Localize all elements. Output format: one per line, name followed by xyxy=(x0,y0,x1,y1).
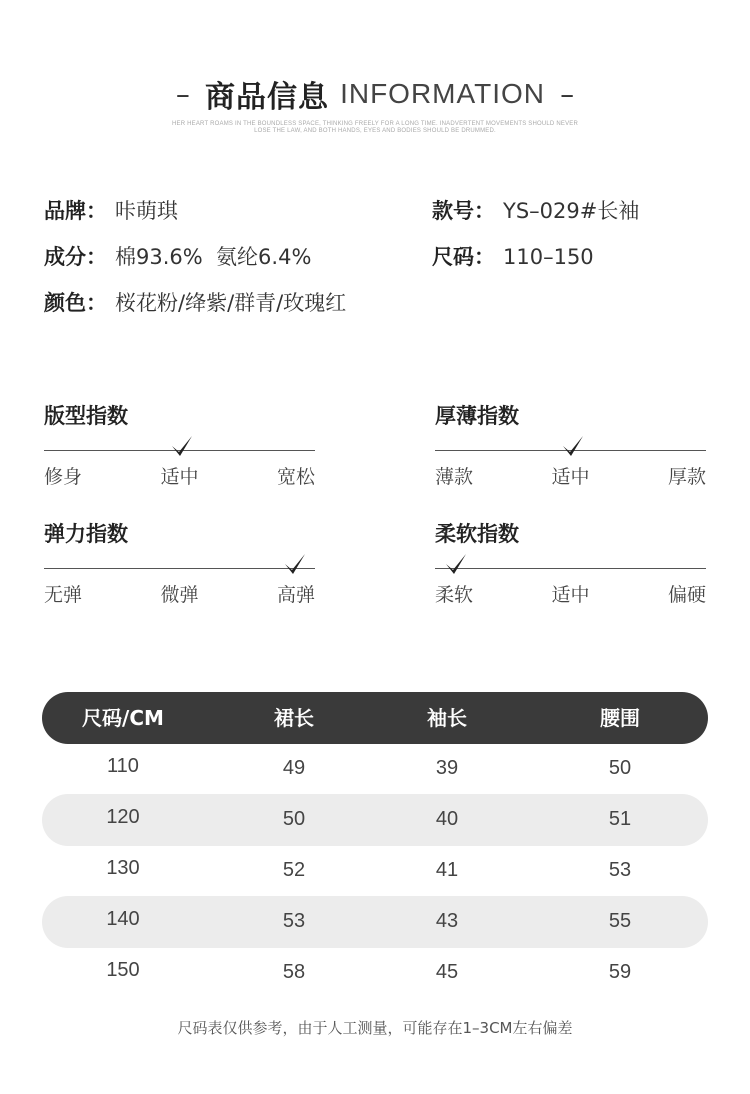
table-value-cell: 58 xyxy=(282,961,306,983)
check-mark-icon xyxy=(170,435,194,457)
style-value: YS–029#长袖 xyxy=(503,199,640,223)
index-scale-line xyxy=(435,568,706,569)
table-value-cell: 40 xyxy=(435,808,459,830)
info-material xyxy=(44,241,311,271)
table-header-cell: 袖长 xyxy=(427,706,467,730)
index-level-label: 高弹 xyxy=(277,584,316,606)
color-colon: ： xyxy=(86,291,107,315)
info-color xyxy=(44,287,346,317)
brand-value: 咔萌琪 xyxy=(115,199,178,223)
table-size-cell: 140 xyxy=(106,908,140,930)
table-value-cell: 55 xyxy=(608,910,632,932)
index-title: 厚薄指数 xyxy=(435,404,519,428)
info-style-number xyxy=(432,195,639,225)
index-level-label: 偏硬 xyxy=(668,584,707,606)
table-size-cell: 130 xyxy=(106,857,140,879)
index-level-label: 宽松 xyxy=(277,466,316,488)
table-size-cell: 110 xyxy=(107,755,139,777)
material-key: 成分 xyxy=(44,245,86,269)
style-key: 款号 xyxy=(432,199,474,223)
index-level-label: 薄款 xyxy=(435,466,474,488)
table-value-cell: 50 xyxy=(282,808,306,830)
color-key: 颜色 xyxy=(44,291,86,315)
table-value-cell: 50 xyxy=(608,757,632,779)
info-brand xyxy=(44,195,178,225)
table-header-cell: 腰围 xyxy=(600,706,640,730)
index-level-label: 厚款 xyxy=(668,466,707,488)
color-value: 桜花粉/绛紫/群青/玫瑰红 xyxy=(115,291,347,315)
table-value-cell: 43 xyxy=(435,910,459,932)
brand-key: 品牌 xyxy=(44,199,86,223)
index-level-label: 无弹 xyxy=(44,584,83,606)
size-table-header xyxy=(42,692,708,744)
table-value-cell: 49 xyxy=(282,757,306,779)
table-value-cell: 59 xyxy=(608,961,632,983)
table-size-cell: 150 xyxy=(106,959,140,981)
size-key: 尺码 xyxy=(432,245,474,269)
index-level-label: 微弹 xyxy=(160,584,199,606)
table-value-cell: 45 xyxy=(435,961,459,983)
subtitle-line-2: LOSE THE LAW, AND BOTH HANDS, EYES AND BODIES SHOULD BE DRUMMED. xyxy=(254,128,496,134)
section-title xyxy=(0,72,750,116)
material-colon: ： xyxy=(86,245,107,269)
check-mark-icon xyxy=(561,435,585,457)
table-size-cell: 120 xyxy=(106,806,140,828)
info-size xyxy=(432,241,594,271)
index-scale-line xyxy=(44,568,315,569)
title-chinese: 商品信息 xyxy=(204,80,329,115)
index-level-label: 柔软 xyxy=(435,584,474,606)
title-english: INFORMATION xyxy=(340,78,545,109)
size-value: 110–150 xyxy=(503,245,594,269)
index-title: 柔软指数 xyxy=(435,522,519,546)
table-value-cell: 41 xyxy=(435,859,459,881)
check-mark-icon xyxy=(444,553,468,575)
index-level-label: 适中 xyxy=(551,584,590,606)
table-header-cell: 裙长 xyxy=(274,706,314,730)
table-value-cell: 51 xyxy=(608,808,632,830)
subtitle-line-1: HER HEART ROAMS IN THE BOUNDLESS SPACE, THINKING FREELY FOR A LONG TIME. INADVERTENT MOVEMENTS SHOULD NEVER xyxy=(171,121,579,127)
brand-colon: ： xyxy=(86,199,107,223)
style-colon: ： xyxy=(474,199,495,223)
table-value-cell: 39 xyxy=(435,757,459,779)
size-colon: ： xyxy=(474,245,495,269)
index-level-label: 适中 xyxy=(160,466,199,488)
table-value-cell: 53 xyxy=(608,859,632,881)
size-table-note: 尺码表仅供参考，由于人工测量，可能存在1–3CM左右偏差 xyxy=(177,1019,573,1037)
index-level-label: 修身 xyxy=(44,466,83,488)
material-value: 棉93.6% 氨纶6.4% xyxy=(115,245,312,269)
table-value-cell: 52 xyxy=(282,859,306,881)
title-dash-right: – xyxy=(560,77,575,111)
index-title: 版型指数 xyxy=(44,404,128,428)
title-dash-left: – xyxy=(175,77,190,111)
table-value-cell: 53 xyxy=(282,910,306,932)
table-header-cell: 尺码/CM xyxy=(82,706,164,730)
index-level-label: 适中 xyxy=(551,466,590,488)
check-mark-icon xyxy=(283,553,307,575)
index-title: 弹力指数 xyxy=(44,522,128,546)
